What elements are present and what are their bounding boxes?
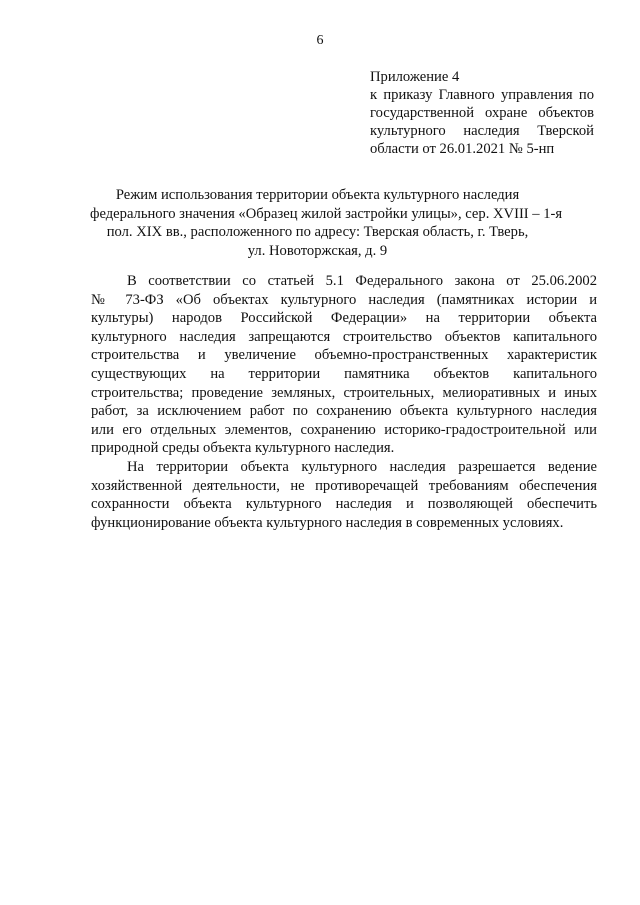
paragraph-line: функционирование объекта культурного наследия в современных условиях. [91, 514, 564, 531]
title-line: федерального значения «Образец жилой застройки улицы», сер. XVIII – 1-я [90, 205, 563, 222]
paragraph-line: В соответствии со статьей 5.1 Федерального закона от 25.06.2002 [127, 273, 597, 289]
paragraph-line: природной среды объекта культурного наследия. [91, 440, 395, 457]
paragraph-line: На территории объекта культурного наследия разрешается ведение [127, 458, 597, 475]
title-line: ул. Новоторжская, д. 9 [247, 242, 388, 259]
paragraph-line: работ, за исключением работ по сохранению объекта культурного наследия [91, 403, 597, 420]
appendix-line: к приказу Главного управления по [370, 87, 594, 103]
page-number: 6 [316, 33, 324, 48]
paragraph-line: культуры) народов Российской Федерации» на территории объекта [91, 310, 597, 327]
paragraph-line: строительства и увеличение объемно-пространственных характеристик [91, 347, 597, 364]
paragraph-line: культурного наследия запрещаются строительство объектов капитального [91, 328, 597, 345]
appendix-block [370, 68, 594, 158]
paragraph-1 [91, 272, 597, 458]
title-line: Режим использования территории объекта культурного наследия [115, 187, 520, 203]
paragraph-2 [91, 458, 597, 532]
appendix-line: Приложение 4 [370, 69, 460, 85]
document-body [91, 272, 597, 532]
paragraph-line: хозяйственной деятельности, не противоречащей требованиям обеспечения [91, 477, 597, 494]
paragraph-line: строительства; проведение земляных, строительных, мелиоративных и иных [91, 384, 597, 401]
paragraph-line: или его отдельных элементов, сохранению историко-градостроительной или [91, 421, 597, 438]
appendix-line: государственной охране объектов [370, 105, 594, 121]
appendix-line: культурного наследия Тверской [370, 123, 594, 139]
appendix-line: области от 26.01.2021 № 5-нп [370, 141, 555, 157]
paragraph-line: № 73-ФЗ «Об объектах культурного наследия (памятниках истории и [91, 291, 597, 308]
paragraph-line: существующих на территории памятника объектов капитального [91, 365, 597, 382]
paragraph-line: сохранности объекта культурного наследия и позволяющей обеспечить [91, 496, 597, 513]
document-title [90, 186, 563, 260]
title-line: пол. XIX вв., расположенного по адресу: Тверская область, г. Тверь, [106, 224, 529, 240]
